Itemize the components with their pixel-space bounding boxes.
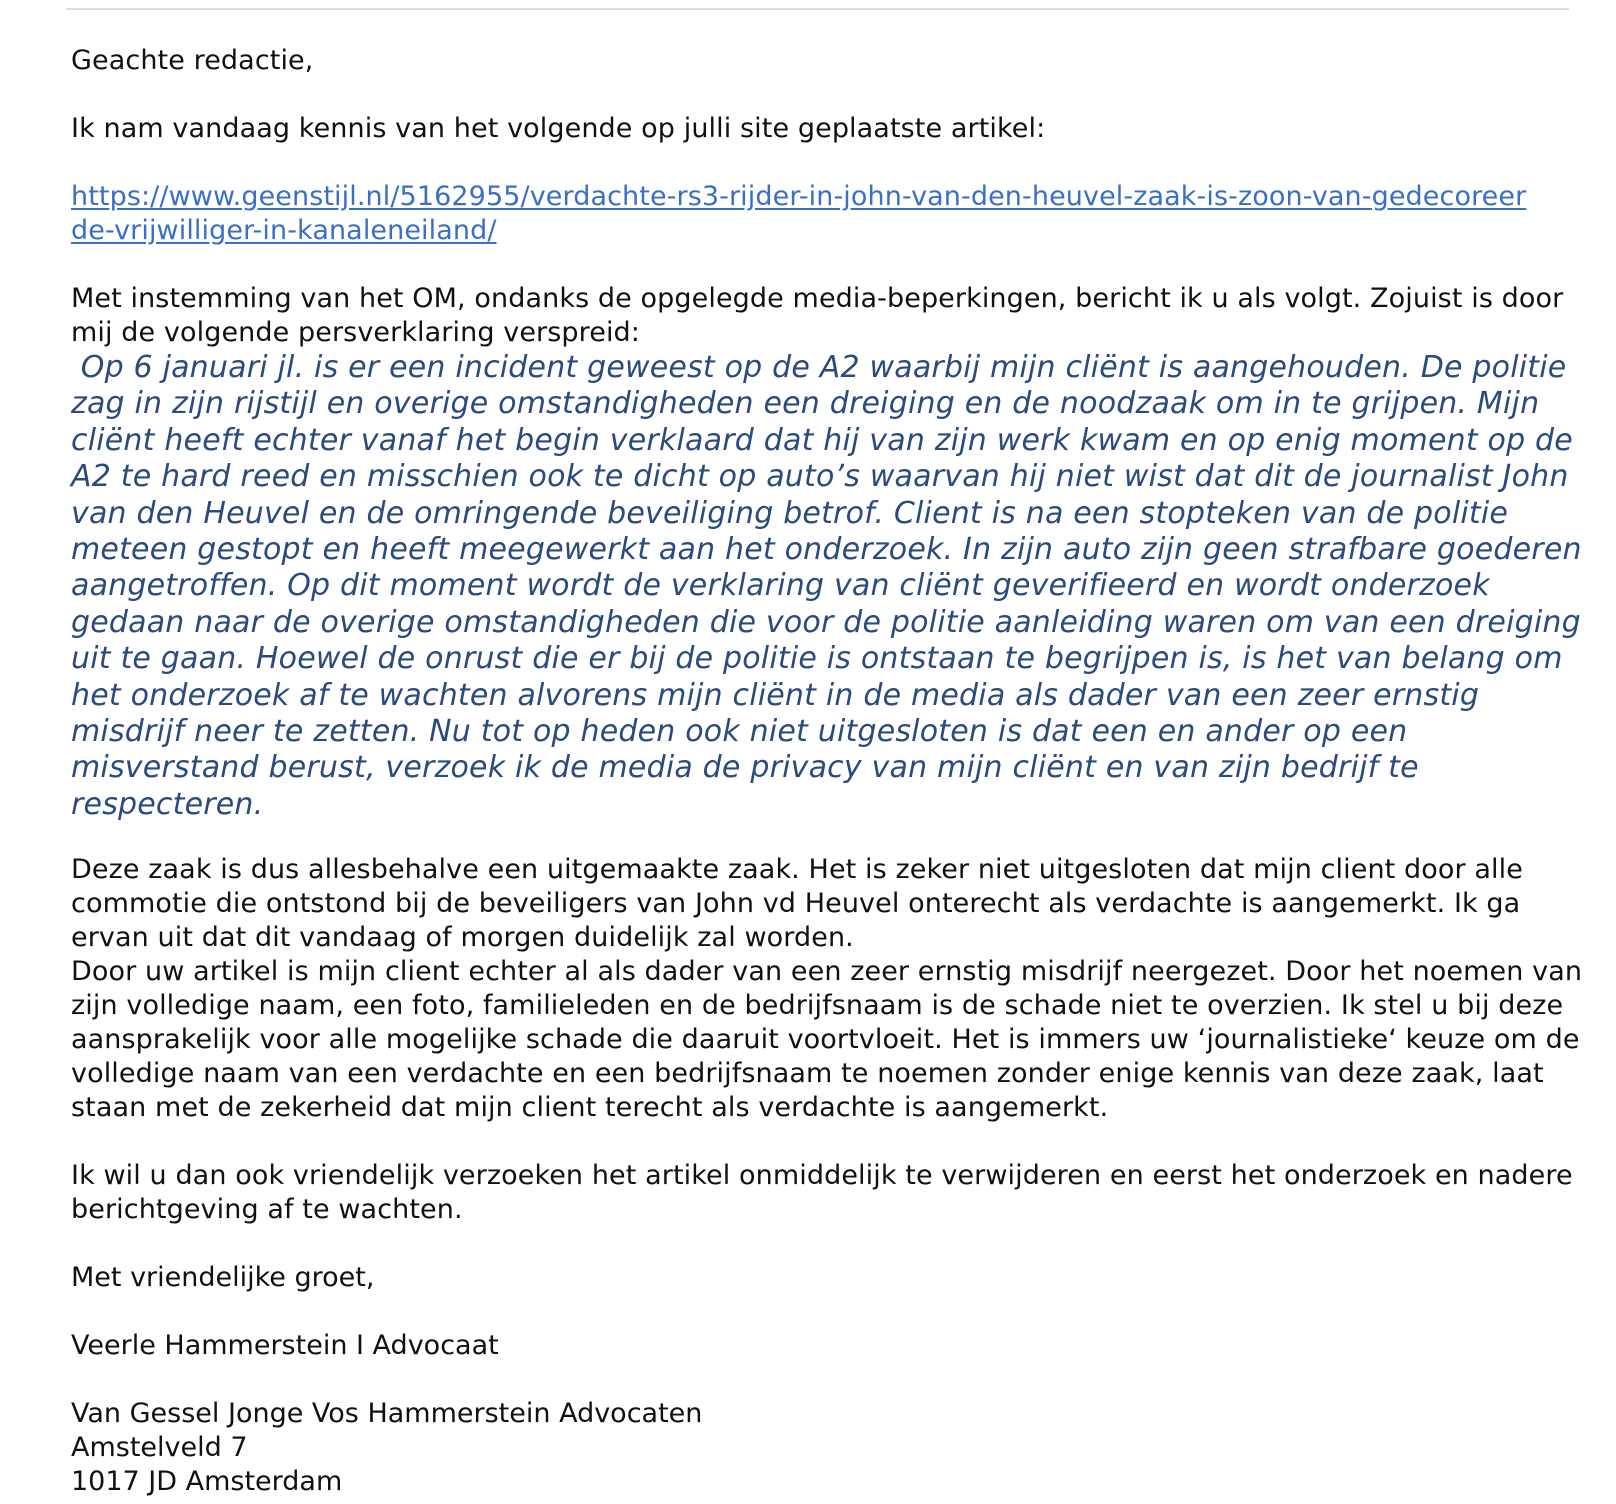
address-street: Amstelveld 7: [71, 1432, 248, 1464]
request-paragraph: Ik wil u dan ook vriendelijk verzoeken het artikel onmiddelijk te verwijderen en eerst het onderzoek en nadere berichtgeving af te wachten.: [71, 1160, 1573, 1226]
intro-text: Ik nam vandaag kennis van het volgende op julli site geplaatste artikel:: [71, 113, 1046, 144]
firm-name: Van Gessel Jonge Vos Hammerstein Advocaten: [71, 1398, 703, 1430]
context-paragraph: Met instemming van het OM, ondanks de opgelegde media-beperkingen, bericht ik u als volgt. Zojuist is door mij de volgende persverklaring verspreid:: [71, 283, 1564, 348]
address-city: 1017 JD Amsterdam: [71, 1466, 343, 1498]
closing: Met vriendelijke groet,: [71, 1262, 375, 1294]
liability-paragraph: Door uw artikel is mijn client echter al als dader van een zeer ernstig misdrijf neergezet. Door het noemen van zijn volledige naam, een foto, familieleden en de bedrijfsnaam is de schade niet te overzien. Ik stel u bij deze aansprakelijk voor alle mogelijke schade die daaruit voortvloeit. Het is immers uw ‘journalistieke‘ keuze om de volledige naam van een verdachte en een bedrijfsnaam te noemen zonder enige kennis van deze zaak, laat staan met de zekerheid dat mijn client terecht als verdachte is aangemerkt.: [71, 956, 1583, 1124]
spacer: [71, 823, 1591, 853]
email-body: [71, 44, 1591, 1499]
spacer: [71, 78, 1591, 112]
spacer: [71, 146, 1591, 180]
press-statement-quote: Op 6 januari jl. is er een incident geweest op de A2 waarbij mijn cliënt is aangehouden. De politie zag in zijn rijstijl en overige omstandigheden een dreiging en de noodzaak om in te grijpen. Mijn cliënt heeft echter vanaf het begin verklaard dat hij van zijn werk kwam en op enig moment op de A2 te hard reed en misschien ook te dicht op auto’s waarvan hij niet wist dat dit de journalist John van den Heuvel en de omringende beveiliging betrof. Client is na een stopteken van de politie meteen gestopt en heeft meegewerkt aan het onderzoek. In zijn auto zijn geen strafbare goederen aangetroffen. Op dit moment wordt de verklaring van cliënt geverifieerd en wordt onderzoek gedaan naar de overige omstandigheden die voor de politie aanleiding waren om van een dreiging uit te gaan. Hoewel de onrust die er bij de politie is ontstaan te begrijpen is, is het van belang om het onderzoek af te wachten alvorens mijn cliënt in de media als dader van een zeer ernstig misdrijf neer te zetten. Nu tot op heden ook niet uitgesloten is dat een en ander op een misverstand berust, verzoek ik de media de privacy van mijn cliënt en van zijn bedrijf te respecteren.: [71, 350, 1592, 822]
spacer: [71, 1363, 1591, 1397]
case-paragraph: Deze zaak is dus allesbehalve een uitgemaakte zaak. Het is zeker niet uitgesloten dat mijn client door alle commotie die ontstond bij de beveiligers van John vd Heuvel onterecht als verdachte is aangemerkt. Ik ga ervan uit dat dit vandaag of morgen duidelijk zal worden.: [71, 854, 1523, 954]
spacer: [71, 1295, 1591, 1329]
salutation: Geachte redactie,: [71, 45, 314, 76]
signature-name: Veerle Hammerstein I Advocaat: [71, 1330, 499, 1362]
spacer: [71, 1125, 1591, 1159]
spacer: [71, 1227, 1591, 1261]
article-link[interactable]: https://www.geenstijl.nl/5162955/verdachte-rs3-rijder-in-john-van-den-heuvel-zaak-is-zoon-van-gedecoreerde-vrijwilliger-in-kanaleneiland/: [71, 181, 1527, 246]
top-divider: [66, 8, 1569, 10]
spacer: [71, 248, 1591, 282]
